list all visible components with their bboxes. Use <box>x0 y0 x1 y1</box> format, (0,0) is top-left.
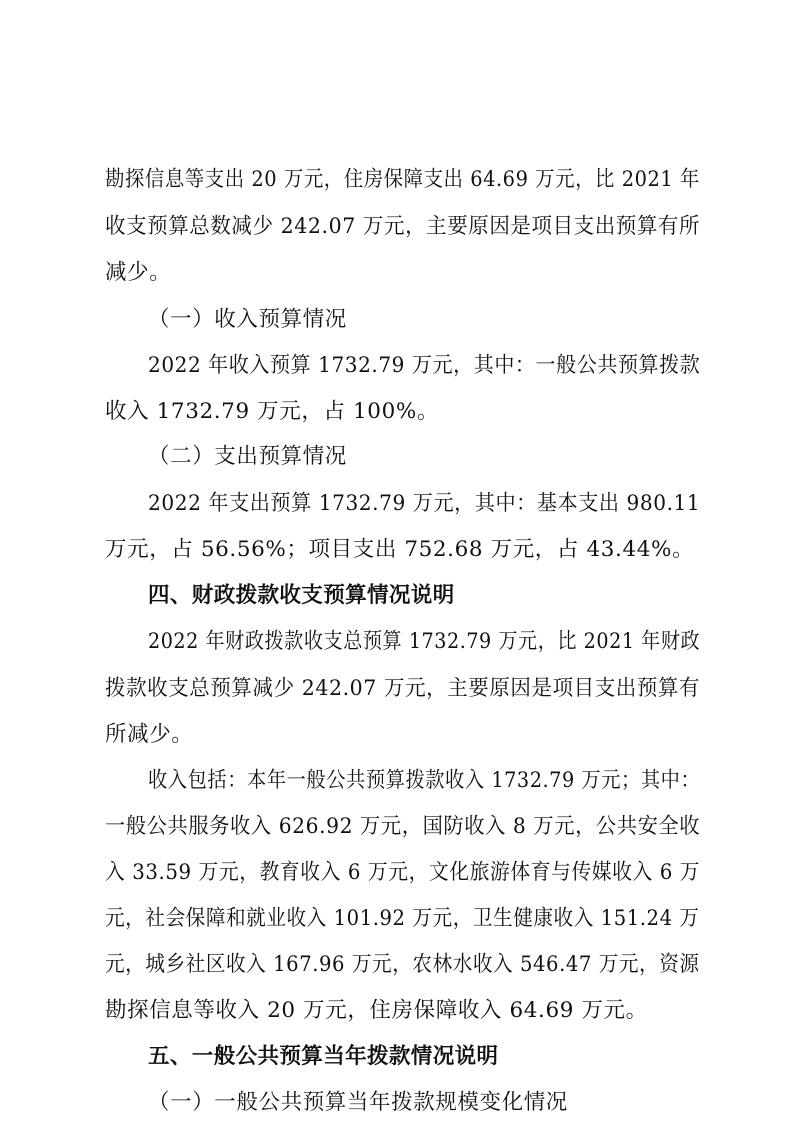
body-line: 万元，占 56.56%；项目支出 752.68 万元，占 43.44%。 <box>105 537 695 562</box>
body-line: 一般公共服务收入 626.92 万元，国防收入 8 万元，公共安全收 <box>105 814 701 839</box>
body-line: 2022 年支出预算 1732.79 万元，其中：基本支出 980.11 <box>148 491 701 516</box>
body-line: 元，社会保障和就业收入 101.92 万元，卫生健康收入 151.24 万 <box>105 906 700 931</box>
subsection-heading-appropriation-scale: （一）一般公共预算当年拨款规模变化情况 <box>148 1090 568 1115</box>
body-line: 拨款收支总预算减少 242.07 万元，主要原因是项目支出预算有 <box>105 676 701 701</box>
body-line: 勘探信息等支出 20 万元，住房保障支出 64.69 万元，比 2021 年 <box>105 167 700 192</box>
body-line: 所减少。 <box>105 722 194 747</box>
body-line: 元，城乡社区收入 167.96 万元，农林水收入 546.47 万元，资源 <box>105 952 700 977</box>
body-line: 勘探信息等收入 20 万元，住房保障收入 64.69 万元。 <box>105 998 648 1023</box>
subsection-heading-expenditure: （二）支出预算情况 <box>148 444 347 469</box>
section-heading-4: 四、财政拨款收支预算情况说明 <box>148 583 455 608</box>
subsection-heading-income: （一）收入预算情况 <box>148 307 347 332</box>
body-line: 减少。 <box>105 260 172 285</box>
body-line: 收入 1732.79 万元，占 100%。 <box>105 399 439 424</box>
body-line: 2022 年财政拨款收支总预算 1732.79 万元，比 2021 年财政 <box>148 629 701 654</box>
body-line: 收支预算总数减少 242.07 万元，主要原因是项目支出预算有所 <box>105 214 701 239</box>
body-line: 入 33.59 万元，教育收入 6 万元，文化旅游体育与传媒收入 6 万 <box>105 860 701 885</box>
body-line: 2022 年收入预算 1732.79 万元，其中：一般公共预算拨款 <box>148 353 701 378</box>
section-heading-5: 五、一般公共预算当年拨款情况说明 <box>148 1044 499 1069</box>
body-line: 收入包括：本年一般公共预算拨款收入 1732.79 万元；其中： <box>148 768 701 793</box>
